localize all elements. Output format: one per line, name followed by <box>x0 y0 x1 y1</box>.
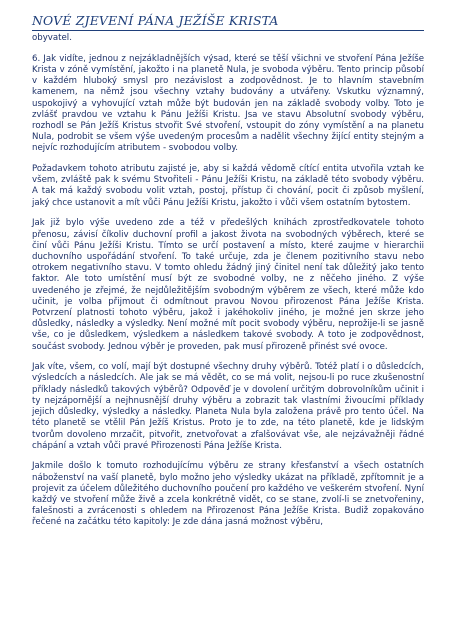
paragraph: obyvatel. <box>32 33 72 43</box>
paragraph: Jakmile došlo k tomuto rozhodujícímu výběru ze strany křesťanství a všech ostatních náboženství na vaší planetě, bylo možno jeho výsledky ukázat na příkladě, zpřítomnit je a projevit za účelem důležitého duchovního poučení pro každého ve veškerém stvoření. Nyní každý ve stvoření může živě a zcela konkrétně vidět, co se stane, zvolí-li se znetvořeniny, falešnosti a zvrácenosti s ohledem na Přirozenost Pána Ježíše Krista. Budiž zopakováno řečené na začátku této kapitoly: Je zde dána jasná možnost výběru, <box>32 461 424 528</box>
header-rule <box>32 30 424 31</box>
paragraph: Jak víte, všem, co volí, mají být dostupné všechny druhy výběrů. Totéž platí i o důsledcích, výsledcích a následcích. Ale jak se má vědět, co se má volit, nejsou-li po ruce zkušenostní příklady následků takových výběrů? Odpověď je v dovolení určitým dobrovolníkům učinit i ty nejzápornější a nejhnusnější druhy výběru a zobrazit tak vlastními živoucími příklady jejich důsledky, výsledky a následky. Planeta Nula byla založena právě pro tento účel. Na této planetě se vtělil Pán Ježíš Kristus. Proto je to zde, na této planetě, kde je lidským tvorům dovoleno mrzačit, pitvořit, znetvořovat a zfalšovávat vše, ale nejzávažněji řádné chápání a vztah vůči pravé Přirozenosti Pána Ježíše Krista. <box>32 362 424 451</box>
paragraph: Požadavkem tohoto atributu zajisté je, aby si každá vědomě cítící entita utvořila vztah ke všem, zvláště pak k svému Stvořiteli - Pánu Ježíši Kristu, na základě této svobody výběru. A tak má každý svobodu volit vztah, postoj, přístup či chování, pocit či způsob myšlení, jaký chce ustanovit a mít vůči Pánu Ježíši Kristu, jakožto i vůči všem ostatním bytostem. <box>32 164 424 208</box>
paragraph: 6. Jak vidíte, jednou z nejzákladnějších výsad, které se těší všichni ve stvoření Pána Ježíše Krista v zóně vymístění, jakožto i na planetě Nula, je svoboda výběru. Tento princip působí v každém hluboký smysl pro nezávislost a zodpovědnost. Je to hlavním stavebním kamenem, na němž jsou všechny vztahy budovány a utvářeny. Vskutku významný, uspokojivý a vyhovující vztah může být budován jen na základě svobody volby. Toto je zvlášť pravdou ve vztahu k Pánu Ježíši Kristu. Jsa ve stavu Absolutní svobody výběru, rozhodl se Pán Ježíš Kristus stvořit Své stvoření, vstoupit do zóny vymístění a na planetu Nula, podrobit se všem výše uvedeným procesům a nadělit všechny žijící entity stejným a nejvíc rozhodujícím atributem - svobodou volby. <box>32 53 424 154</box>
running-header-title: NOVÉ ZJEVENÍ PÁNA JEŽÍŠE KRISTA <box>32 13 279 28</box>
body-text <box>32 33 424 538</box>
paragraph: Jak již bylo výše uvedeno zde a též v předešlých knihách zprostředkovatele tohoto přenosu, závisí číkoliv duchovní profil a jakost života na svobodných výběrech, které se činí vůči Pánu Ježíši Kristu. Tímto se určí postavení a místo, které zaujme v hierarchii duchovního uspořádání stvoření. To také určuje, zda je členem pozitivního stavu nebo otrokem negativního stavu. V tomto ohledu žádný jiný činitel není tak důležitý jako tento faktor. Ale toto umístění musí být ze svobodné volby, ne z něčeho jiného. Z výše uvedeného je zřejmé, že nejdůležitějším svobodným výběrem ze všech, které může kdo učinit, je volba přijmout či odmítnout pravou Novou přirozenost Pána Ježíše Krista. Potvrzení platnosti tohoto výběru, jakož i jakéhokoliv jiného, je možné jen skrze jeho důsledky, následky a výsledky. Není možné mít pocit svobody výběru, neprožije-li se jasně vše, co je důsledkem, výsledkem a následkem takové svobody. A toto je zodpovědnost, součást svobody. Jednou výběr je proveden, pak musí přirozeně přinést své ovoce. <box>32 218 424 352</box>
